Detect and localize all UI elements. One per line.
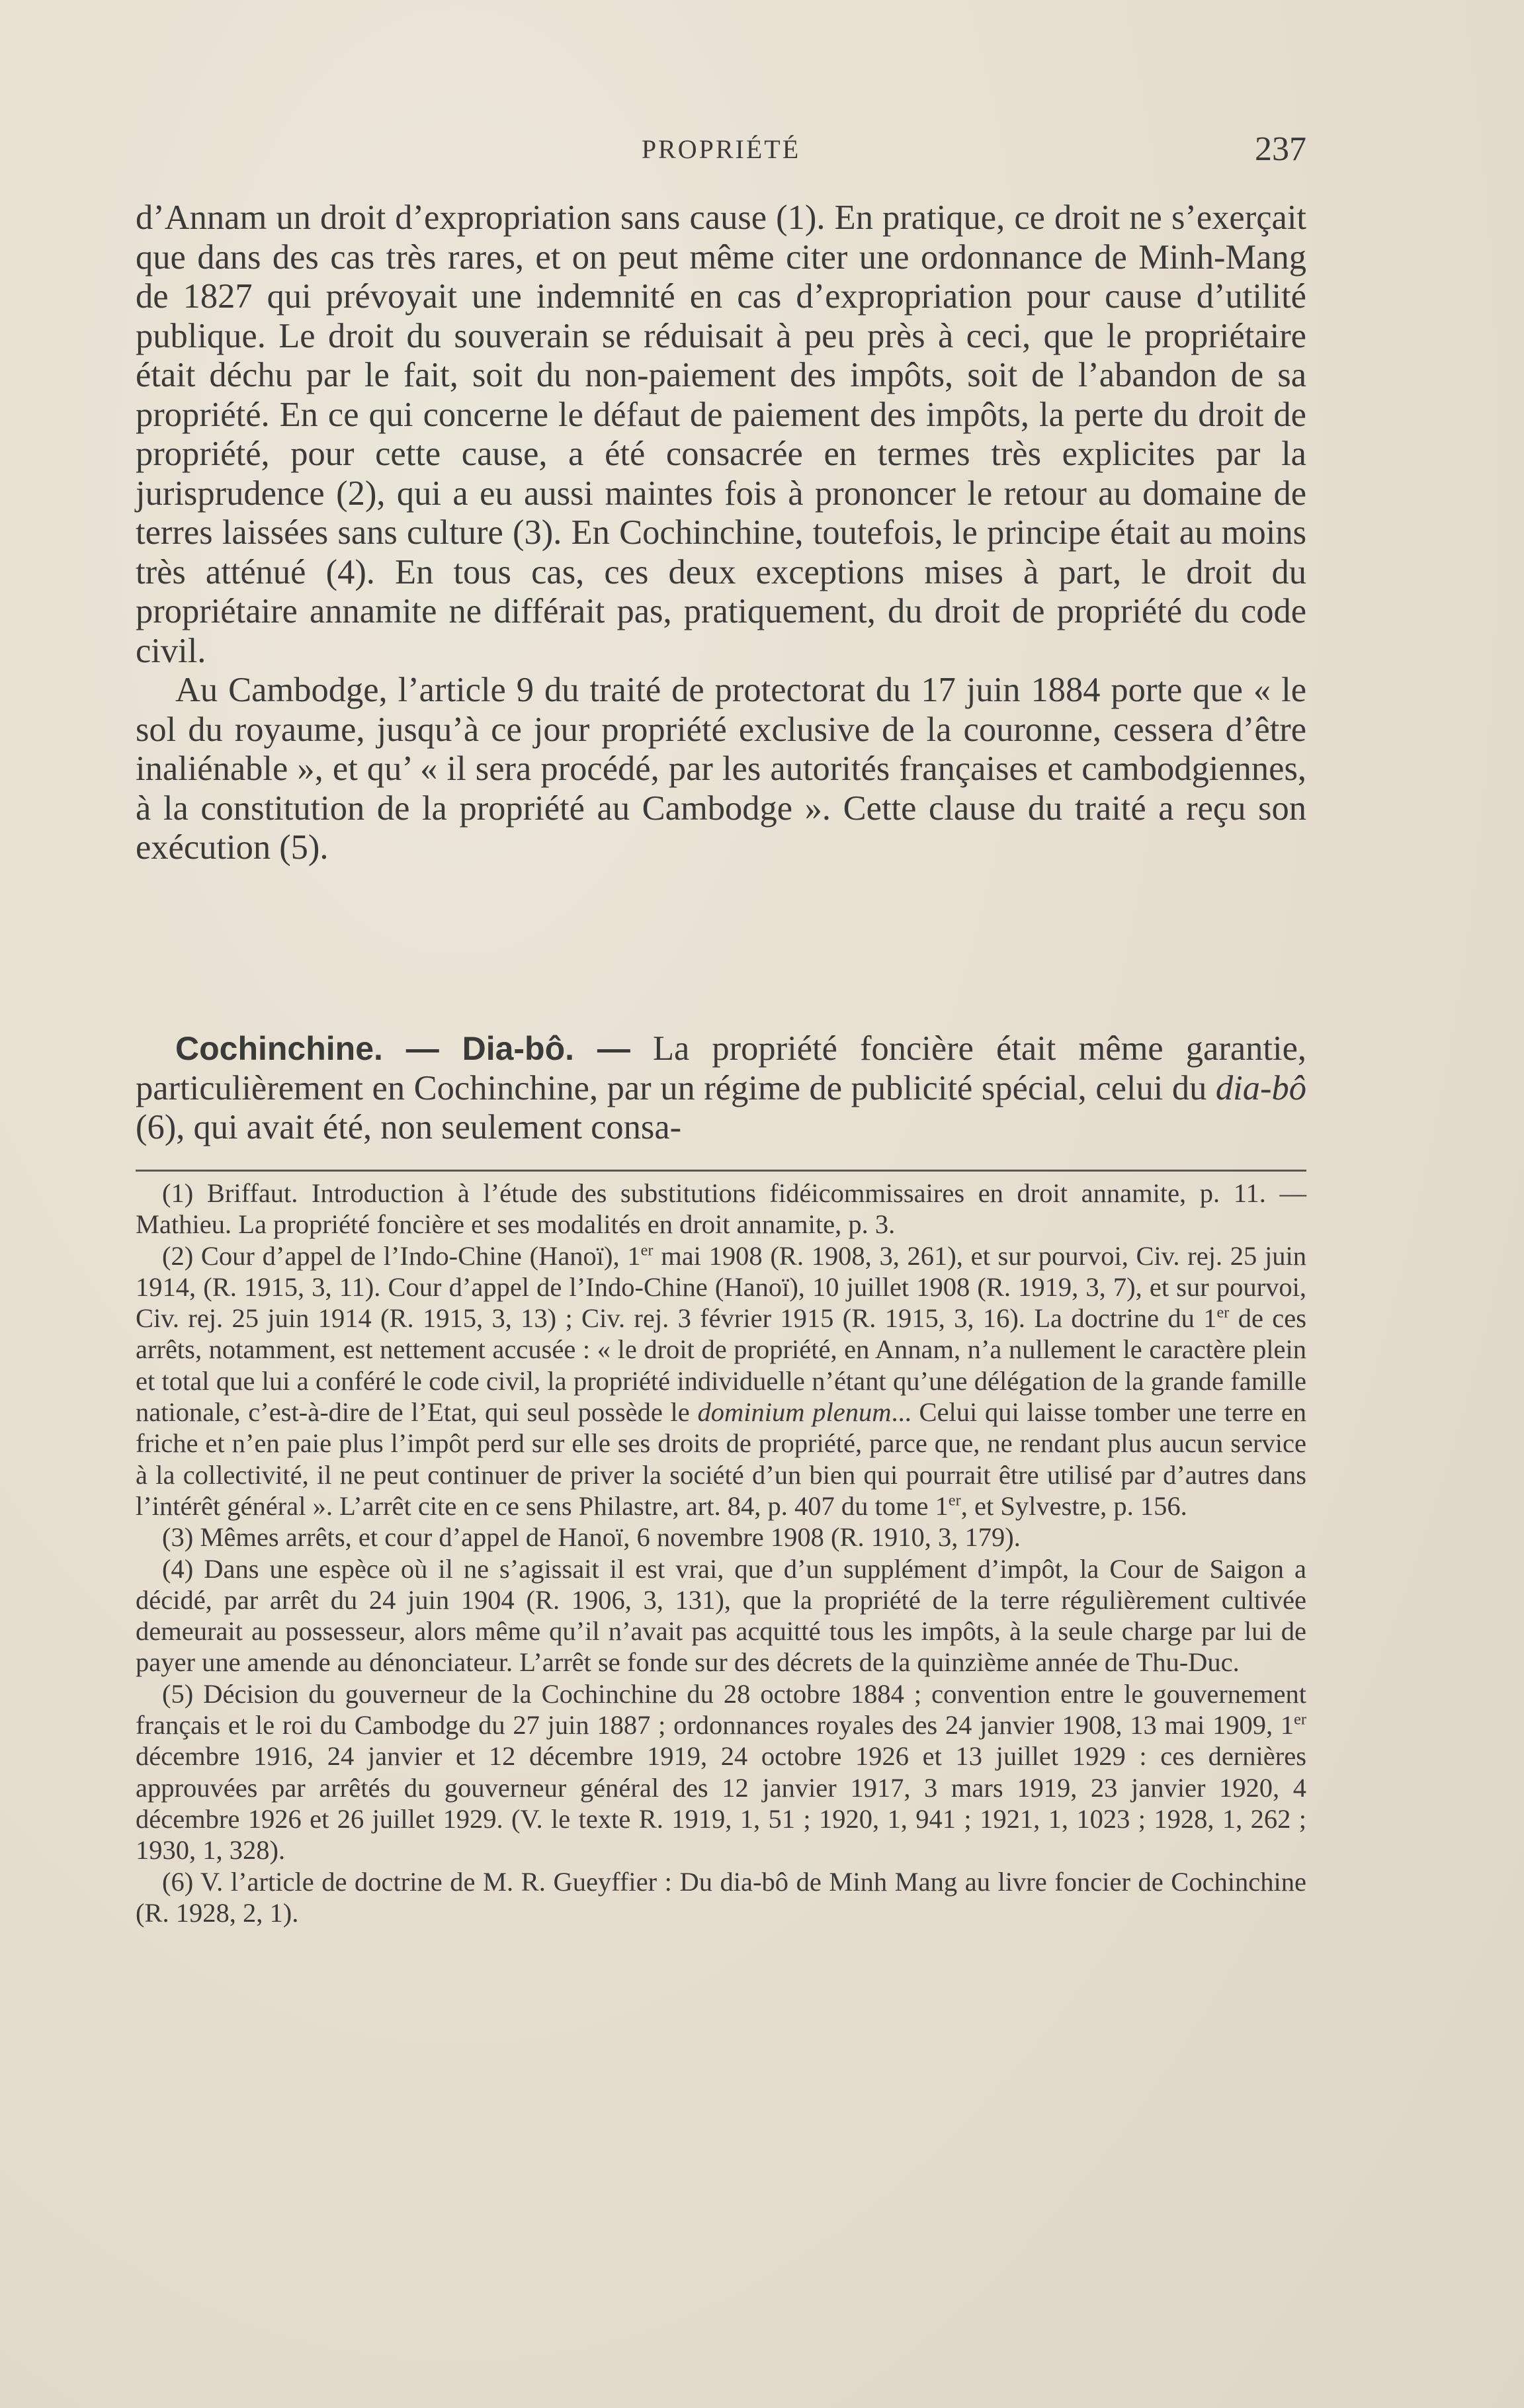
footnote-3: (3) Mêmes arrêts, et cour d’appel de Hanoï, 6 novembre 1908 (R. 1910, 3, 179). xyxy=(162,1522,1021,1553)
footnotes xyxy=(136,1178,1306,1928)
section-text-end: (6), qui avait été, non seulement consa- xyxy=(136,1108,682,1146)
section-text-start: La propriété foncière était même garantie, particulièrement en Cochinchine, par un régime de publicité spécial, celui du xyxy=(136,1029,1306,1107)
footnote-separator xyxy=(136,1170,1306,1172)
page-number: 237 xyxy=(1255,130,1306,168)
term-dominium-plenum: dominium plenum xyxy=(697,1397,892,1428)
paragraph-dia-bo xyxy=(136,1029,1306,1148)
paragraph-cambodge: Au Cambodge, l’article 9 du traité de protectorat du 17 juin 1884 porte que « le sol du royaume, jusqu’à ce jour propriété exclusive de la couronne, cessera d’être inaliénable », et qu’ « il sera procédé, par les autorités françaises et cambodgiennes, à la constitution de la propriété au Cambodge ». Cette clause du traité a reçu son exécution (5). xyxy=(136,671,1306,867)
section-cochinchine xyxy=(136,1029,1306,1148)
footnote-2: (2) Cour d’appel de l’Indo-Chine (Hanoï), 1er mai 1908 (R. 1908, 3, 261), et sur pourvoi, Civ. rej. 25 juin 1914, (R. 1915, 3, 11). Cour d’appel de l’Indo-Chine (Hanoï), 10 juillet 1908 (R. 1919, 3, 7), et sur pourvoi, Civ. rej. 25 juin 1914 (R. 1915, 3, 13) ; Civ. rej. 3 février 1915 (R. 1915, 3, 16). La doctrine du 1er de ces arrêts, notamment, est nettement accusée : « le droit de propriété, en Annam, n’a nullement le caractère plein et total que lui a conféré le code civil, la propriété individuelle n’étant qu’une délégation de la grande famille nationale, c’est-à-dire de l’Etat, qui seul possède le dominium plenum... Celui qui laisse tomber une terre en friche et n’en paie plus l’impôt perd sur elle ses droits de propriété, parce que, ne rendant plus aucun service à la collectivité, il ne peut continuer de priver la société d’un bien qui pourrait être utilisé par d’autres dans l’intérêt général ». L’arrêt cite en ce sens Philastre, art. 84, p. 407 du tome 1er, et Sylvestre, p. 156. xyxy=(136,1240,1306,1521)
term-dia-bo: dia-bô xyxy=(1215,1068,1306,1107)
paragraph-annam: d’Annam un droit d’expropriation sans cause (1). En pratique, ce droit ne s’exerçait que dans des cas très rares, et on peut même citer une ordonnance de Minh-Mang de 1827 qui prévoyait une indemnité en cas d’expropriation pour cause d’utilité publique. Le droit du souverain se réduisait à peu près à ceci, que le propriétaire était déchu par le fait, soit du non-paiement des impôts, soit de l’abandon de sa propriété. En ce qui concerne le défaut de paiement des impôts, la perte du droit de propriété, pour cette cause, a été consacrée en termes très explicites par la jurisprudence (2), qui a eu aussi maintes fois à prononcer le retour au domaine de terres laissées sans culture (3). En Cochinchine, toutefois, le principe était au moins très atténué (4). En tous cas, ces deux exceptions mises à part, le droit du propriétaire annamite ne différait pas, pratiquement, du droit de propriété du code civil. xyxy=(136,198,1306,670)
footnote-4: (4) Dans une espèce où il ne s’agissait il est vrai, que d’un supplément d’impôt, la Cour de Saigon a décidé, par arrêt du 24 juin 1904 (R. 1906, 3, 131), que la propriété de la terre régulièrement cultivée demeurait au possesseur, alors même qu’il n’avait pas acquitté tous les impôts, à la seule charge par lui de payer une amende au dénonciateur. L’arrêt se fonde sur des décrets de la quinzième année de Thu-Duc. xyxy=(136,1553,1306,1678)
footnote-5: (5) Décision du gouverneur de la Cochinchine du 28 octobre 1884 ; convention entre le gouvernement français et le roi du Cambodge du 27 juin 1887 ; ordonnances royales des 24 janvier 1908, 13 mai 1909, 1er décembre 1916, 24 janvier et 12 décembre 1919, 24 octobre 1926 et 13 juillet 1929 : ces dernières approuvées par arrêtés du gouverneur général des 12 janvier 1917, 3 mars 1919, 23 janvier 1920, 4 décembre 1926 et 26 juillet 1929. (V. le texte R. 1919, 1, 51 ; 1920, 1, 941 ; 1921, 1, 1023 ; 1928, 1, 262 ; 1930, 1, 328). xyxy=(136,1678,1306,1866)
page-header xyxy=(136,130,1306,169)
section-heading: Cochinchine. — Dia-bô. — xyxy=(175,1030,630,1067)
running-title: PROPRIÉTÉ xyxy=(641,134,801,164)
footnote-1: (1) Briffaut. Introduction à l’étude des substitutions fidéicommissaires en droit annamite, p. 11. — Mathieu. La propriété foncière et ses modalités en droit annamite, p. 3. xyxy=(136,1178,1306,1240)
main-text xyxy=(136,198,1306,868)
footnote-6: (6) V. l’article de doctrine de M. R. Gueyffier : Du dia-bô de Minh Mang au livre foncier de Cochinchine (R. 1928, 2, 1). xyxy=(136,1866,1306,1928)
